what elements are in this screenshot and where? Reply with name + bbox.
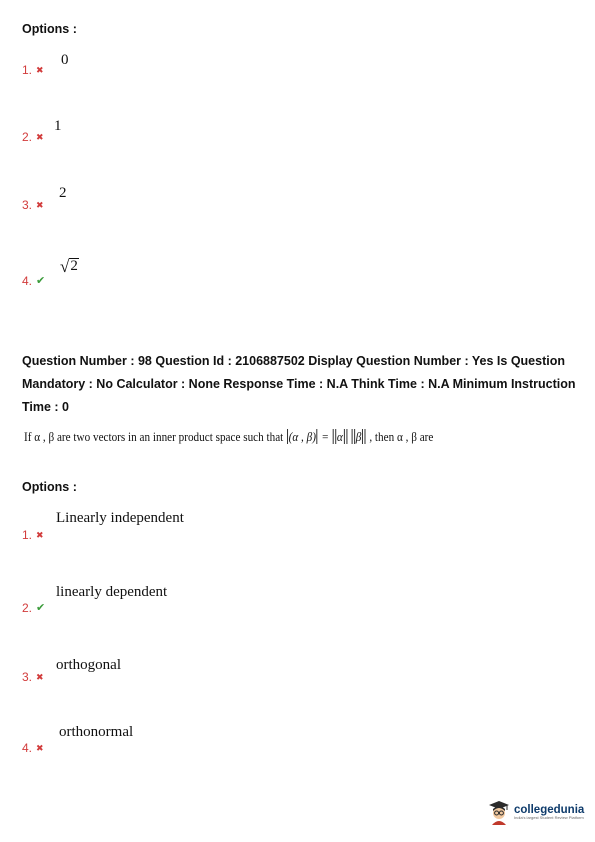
option-number-label: 2. bbox=[22, 601, 33, 615]
logo-tagline: India's largest Student Review Platform bbox=[514, 815, 584, 821]
graduate-avatar-icon bbox=[488, 800, 510, 826]
option-value-2: linearly dependent bbox=[56, 584, 168, 600]
cross-icon: ✖ bbox=[36, 64, 44, 75]
option-number-label: 4. bbox=[22, 274, 33, 288]
option-value-4: orthonormal bbox=[59, 724, 134, 740]
option-value-1: Linearly independent bbox=[56, 510, 184, 526]
math-norm-b: β bbox=[355, 429, 362, 444]
option-value-4-sqrt bbox=[60, 258, 79, 277]
options-heading: Options : bbox=[22, 480, 77, 494]
question-meta bbox=[22, 350, 582, 419]
check-icon: ✔ bbox=[36, 601, 46, 614]
option-value-3: orthogonal bbox=[56, 657, 121, 673]
option-number-label: 1. bbox=[22, 63, 33, 77]
option-value-1: 0 bbox=[61, 52, 69, 68]
options-heading: Options : bbox=[22, 22, 77, 36]
option-value-3: 2 bbox=[59, 185, 67, 201]
question-text-suffix: , then α , β are bbox=[369, 429, 434, 444]
option-number-label: 4. bbox=[22, 741, 33, 755]
option-number-3 bbox=[22, 198, 44, 212]
option-number-3 bbox=[22, 670, 44, 684]
cross-icon: ✖ bbox=[36, 671, 44, 682]
question-meta-line: Mandatory : No Calculator : None Response Time : N.A Think Time : N.A Minimum Instruction bbox=[22, 377, 576, 391]
check-icon: ✔ bbox=[36, 274, 46, 287]
option-number-1 bbox=[22, 63, 44, 77]
sqrt-radicand: 2 bbox=[70, 258, 78, 275]
logo-wordmark: collegedunia bbox=[514, 803, 585, 816]
cross-icon: ✖ bbox=[36, 199, 44, 210]
cross-icon: ✖ bbox=[36, 131, 44, 142]
option-number-1 bbox=[22, 528, 44, 542]
option-value-2: 1 bbox=[54, 118, 62, 134]
question-text bbox=[24, 429, 506, 445]
question-math bbox=[286, 429, 369, 444]
collegedunia-logo bbox=[488, 800, 584, 826]
option-number-label: 3. bbox=[22, 670, 33, 684]
question-meta-line: Time : 0 bbox=[22, 400, 70, 414]
math-equals: = bbox=[321, 429, 329, 444]
question-text-prefix: If α , β are two vectors in an inner product space such that bbox=[24, 429, 284, 444]
option-number-label: 1. bbox=[22, 528, 33, 542]
option-number-label: 3. bbox=[22, 198, 33, 212]
option-number-4 bbox=[22, 274, 45, 288]
cross-icon: ✖ bbox=[36, 529, 44, 540]
sqrt-icon: √ bbox=[60, 257, 70, 276]
question-meta-line: Question Number : 98 Question Id : 2106887502 Display Question Number : Yes Is Question bbox=[22, 354, 565, 368]
option-number-2 bbox=[22, 130, 44, 144]
cross-icon: ✖ bbox=[36, 742, 44, 753]
option-number-label: 2. bbox=[22, 130, 33, 144]
math-norm-a: α bbox=[336, 429, 343, 444]
option-number-4 bbox=[22, 741, 44, 755]
option-number-2 bbox=[22, 601, 45, 615]
math-inner-product: (α , β) bbox=[288, 429, 316, 444]
